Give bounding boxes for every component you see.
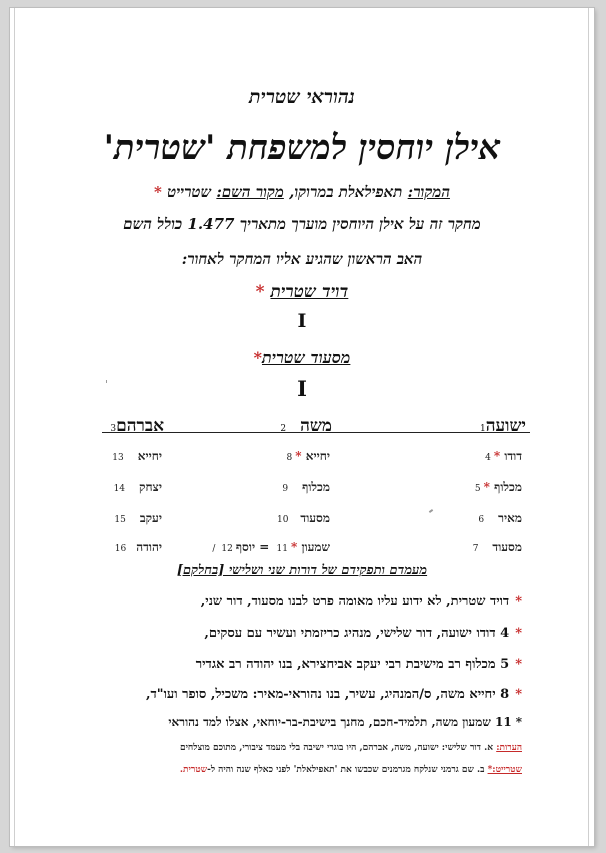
gen2-numeral: I (297, 376, 307, 401)
family-member: דודו *4 (485, 449, 522, 463)
description-line: *דויד שטרית, לא ידוע עליו מאומה פרט לבנו מסעוד, דור שני, (200, 594, 522, 609)
intro-line-1: מחקר זה על אילן היוחסין מוערך מתאריך 1.477 כולל השם (123, 215, 481, 233)
source-label: המקור: (407, 183, 450, 201)
column-header: משה2 (280, 416, 332, 436)
gen1-star: * (255, 282, 265, 302)
description-line: *11 שמעון משה, תלמיד-חכם, מחנך בישיבת-בר-יוחאי, אצלו למד נהוראי (168, 715, 522, 729)
family-member: מכלוף9 (282, 480, 330, 494)
family-member: שמעון *11 = יוסף12/ (212, 540, 330, 554)
scan-speck (429, 509, 433, 513)
note-line: הערות: א. דור שלישי: ישועה, משה, אברהם, היו בוגרי ישיבה בלי מעמד ציבורי, מתוכם מוצלחים (179, 743, 522, 753)
family-member: מכלוף *5 (474, 480, 522, 494)
name-source-label: מקור השם: (216, 183, 284, 201)
section-title: מעמדם ותפקידם של דורות שני ושלישי [בחלקם] (176, 563, 428, 578)
gen1-name: דויד שטרית (270, 282, 349, 302)
source-value: תאפילאלת במרוקו, (289, 183, 403, 201)
family-member: יחייא *8 (286, 449, 330, 463)
description-line: *8 יחייא משה, ס/המנהיג, עשיר, בנו נהוראי-מאיר: משכיל, סופר ועו"ד, (146, 687, 522, 702)
note-line: שטרייט:* ב. שם גרמני שנלקח מגרמנים שכבשו את 'תאפילאלת' לפני כאלף שנה והיה ל-שטרית. (179, 765, 522, 775)
family-member: מסעוד10 (276, 511, 330, 525)
generation-2 (10, 348, 594, 368)
name-source-value: שטרייט (167, 183, 212, 201)
family-member: יצחק14 (113, 480, 162, 494)
column-header: ישועה1 (480, 416, 526, 436)
header-underline (102, 432, 530, 433)
gen1-numeral: I (297, 310, 307, 332)
intro-line-2: האב הראשון שהגיע אליו המחקר לאחור: (181, 250, 423, 268)
generation-1 (10, 282, 594, 302)
family-member: יעקב15 (114, 511, 162, 525)
family-member: יהודה16 (114, 540, 162, 554)
family-member: יחייא13 (112, 449, 162, 463)
column-header: אברהם3 (110, 416, 164, 436)
gen2-name: מסעוד שטרית (261, 348, 351, 367)
description-line: *5 מכלוף רב מישיבת רבי יעקב אביחצירא, בנו יהודה רב אגדיר (195, 657, 522, 672)
gen2-star: * (253, 348, 262, 367)
footnote-star: * (154, 183, 162, 201)
family-member: מאיר6 (478, 511, 522, 525)
document-title: אילן יוחסין למשפחת 'שטרית' (103, 128, 501, 168)
family-member: מסעוד7 (472, 540, 522, 554)
source-line (10, 183, 594, 202)
author-name: נהוראי שטרית (249, 86, 355, 108)
document-page (10, 8, 594, 846)
description-line: *4 דודו ישועה, דור שלישי, מנהיג כריזמתי ועשיר עם עסקים, (204, 626, 522, 641)
